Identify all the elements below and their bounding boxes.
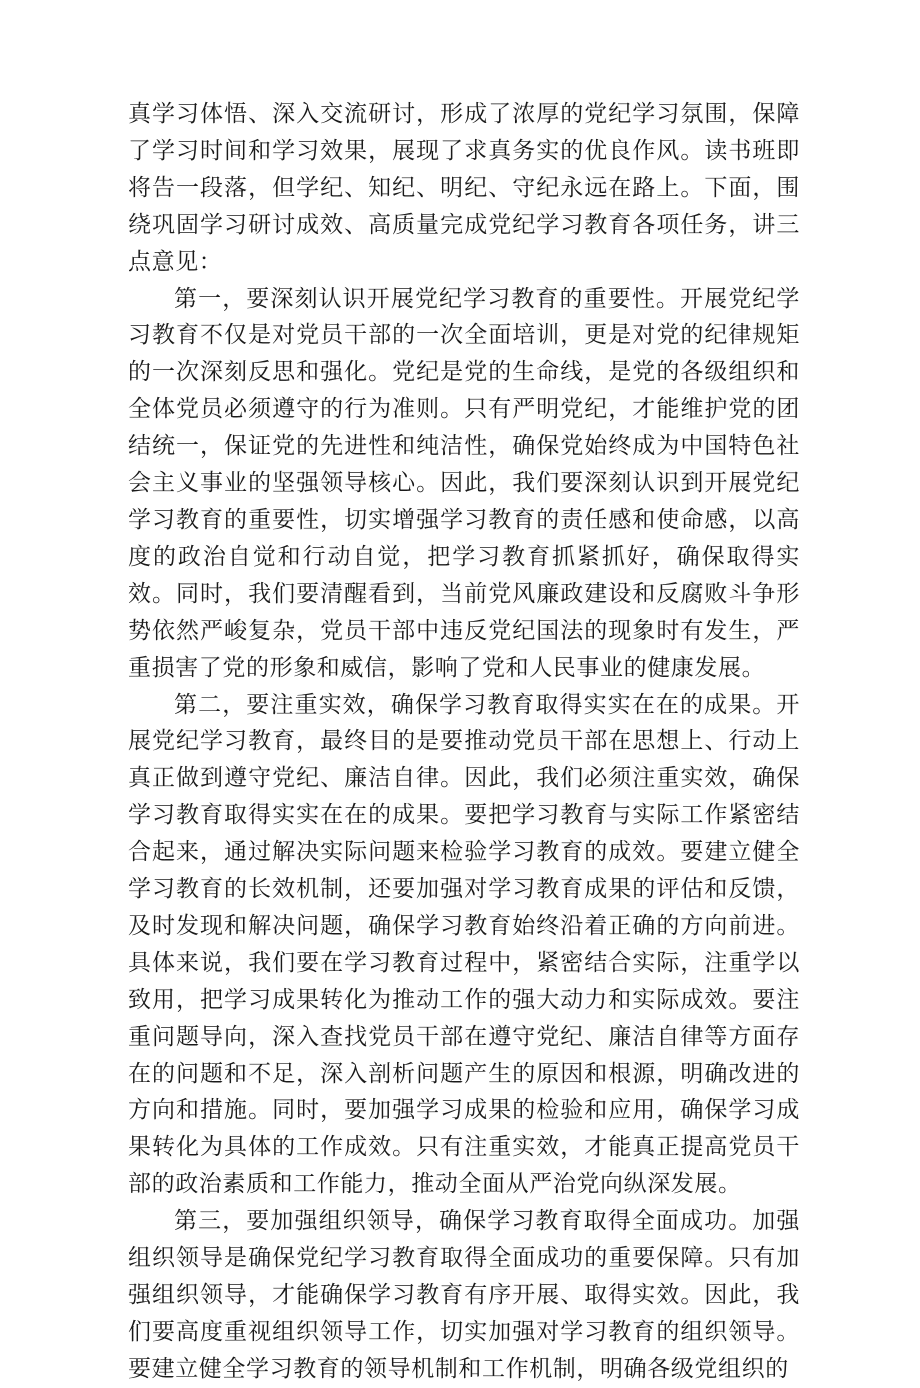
- paragraph-point-one: 第一，要深刻认识开展党纪学习教育的重要性。开展党纪学习教育不仅是对党员干部的一次全面培训，更是对党的纪律规矩的一次深刻反思和强化。党纪是党的生命线，是党的各级组织和全体党员必须遵守的行为准则。只有严明党纪，才能维护党的团结统一，保证党的先进性和纯洁性，确保党始终成为中国特色社会主义事业的坚强领导核心。因此，我们要深刻认识到开展党纪学习教育的重要性，切实增强学习教育的责任感和使命感，以高度的政治自觉和行动自觉，把学习教育抓紧抓好，确保取得实效。同时，我们要清醒看到，当前党风廉政建设和反腐败斗争形势依然严峻复杂，党员干部中违反党纪国法的现象时有发生，严重损害了党的形象和威信，影响了党和人民事业的健康发展。: [128, 285, 800, 681]
- paragraph-intro-continued: 真学习体悟、深入交流研讨，形成了浓厚的党纪学习氛围，保障了学习时间和学习效果，展现了求真务实的优良作风。读书班即将告一段落，但学纪、知纪、明纪、守纪永远在路上。下面，围绕巩固学习研讨成效、高质量完成党纪学习教育各项任务，讲三点意见：: [128, 101, 800, 275]
- document-body: [128, 96, 800, 1388]
- paragraph-point-three: 第三，要加强组织领导，确保学习教育取得全面成功。加强组织领导是确保党纪学习教育取得全面成功的重要保障。只有加强组织领导，才能确保学习教育有序开展、取得实效。因此，我们要高度重视组织领导工作，切实加强对学习教育的组织领导。要建立健全学习教育的领导机制和工作机制，明确各级党组织的: [128, 1208, 800, 1382]
- paragraph-point-two: 第二，要注重实效，确保学习教育取得实实在在的成果。开展党纪学习教育，最终目的是要推动党员干部在思想上、行动上真正做到遵守党纪、廉洁自律。因此，我们必须注重实效，确保学习教育取得实实在在的成果。要把学习教育与实际工作紧密结合起来，通过解决实际问题来检验学习教育的成效。要建立健全学习教育的长效机制，还要加强对学习教育成果的评估和反馈，及时发现和解决问题，确保学习教育始终沿着正确的方向前进。具体来说，我们要在学习教育过程中，紧密结合实际，注重学以致用，把学习成果转化为推动工作的强大动力和实际成效。要注重问题导向，深入查找党员干部在遵守党纪、廉洁自律等方面存在的问题和不足，深入剖析问题产生的原因和根源，明确改进的方向和措施。同时，要加强学习成果的检验和应用，确保学习成果转化为具体的工作成效。只有注重实效，才能真正提高党员干部的政治素质和工作能力，推动全面从严治党向纵深发展。: [128, 691, 800, 1198]
